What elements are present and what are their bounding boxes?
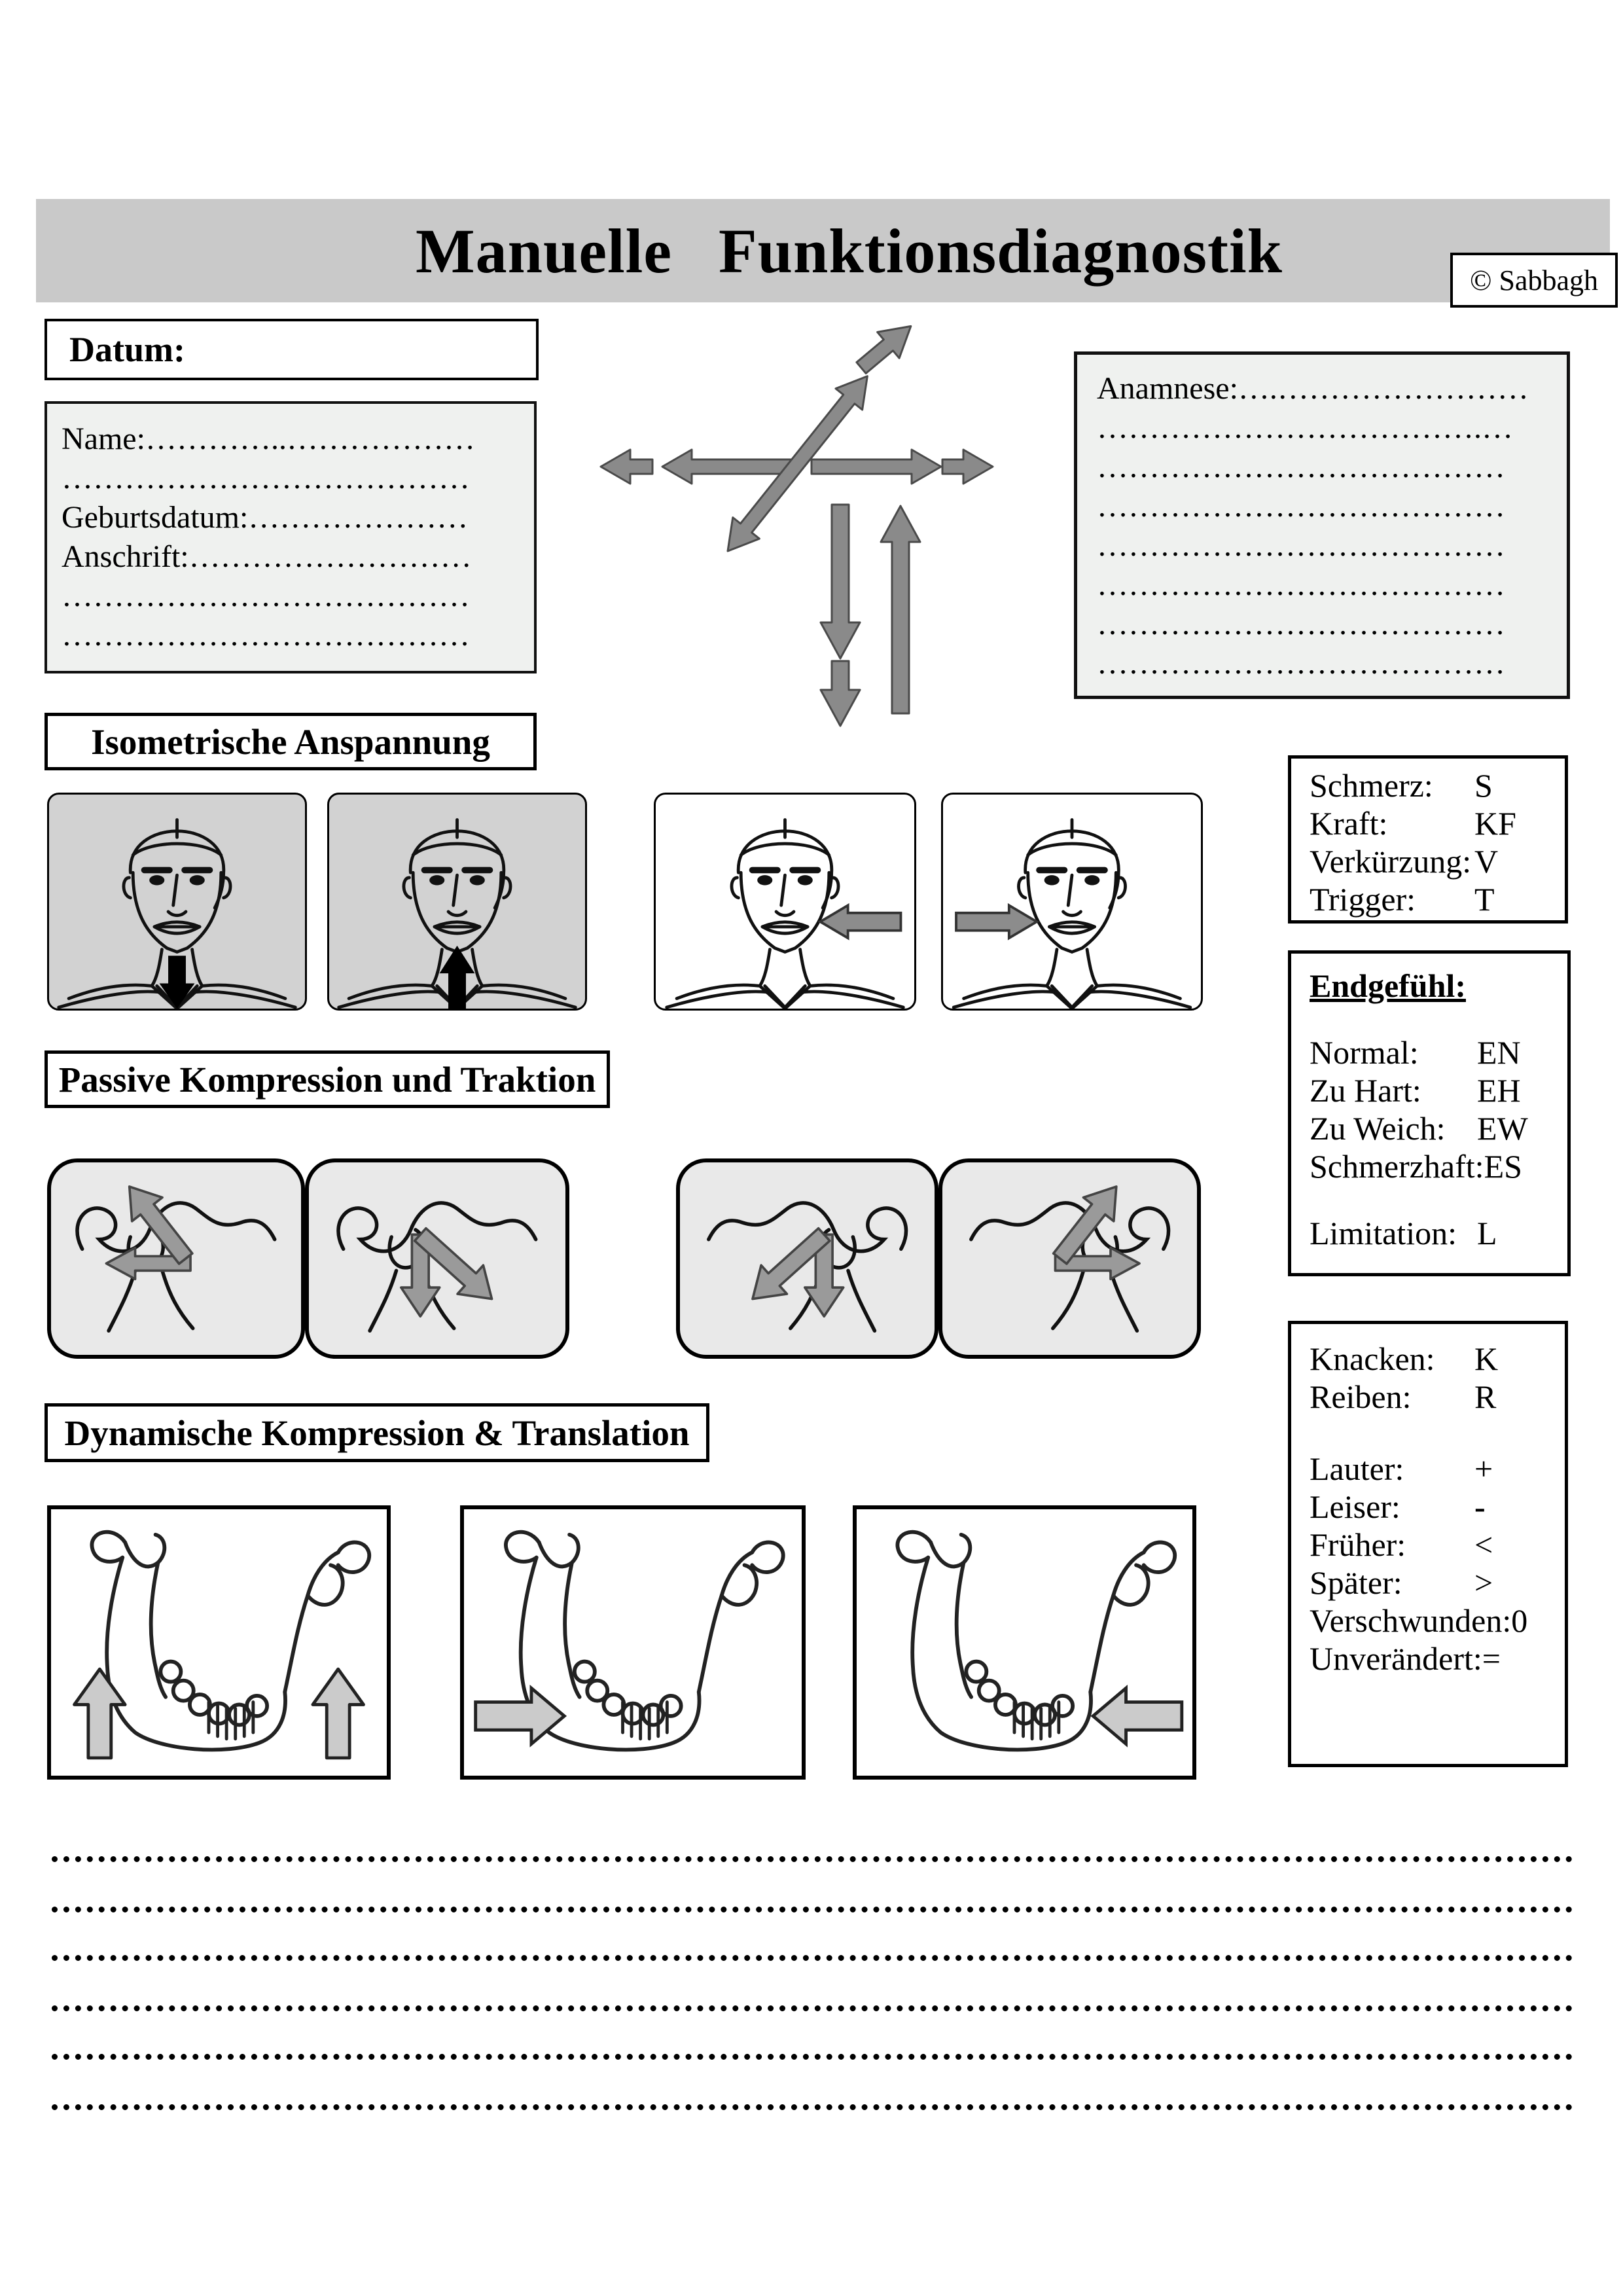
face-panel-press-down	[47, 793, 307, 1011]
legend-row	[1310, 1378, 1546, 1416]
legend-row	[1310, 804, 1546, 842]
legend-row	[1310, 1033, 1549, 1071]
arrow-far-right-icon	[942, 450, 993, 484]
tmj-panel-traction-right	[47, 1158, 305, 1359]
legend-label: Unverändert:	[1310, 1640, 1482, 1677]
legend-label: Schmerz:	[1310, 767, 1433, 804]
legend-label: Lauter:	[1310, 1450, 1404, 1487]
legend-row	[1310, 1450, 1546, 1488]
title-bar	[36, 199, 1610, 302]
copyright-text: © Sabbagh	[1470, 264, 1598, 296]
face-frontal-illustration	[656, 795, 914, 1009]
arrow-up-icon	[881, 506, 920, 713]
section-title: Dynamische Kompression & Translation	[64, 1412, 690, 1453]
legend-code: ES	[1484, 1148, 1522, 1185]
notes-line	[52, 1948, 1573, 1961]
legend-row	[1310, 1526, 1546, 1564]
copyright-badge	[1450, 253, 1618, 308]
legend-row	[1310, 1640, 1546, 1677]
face-panel-push-left	[654, 793, 916, 1011]
jaw-arrow-left-icon	[1093, 1688, 1182, 1744]
tmj-panel-compression-right	[305, 1158, 569, 1359]
gray-arrow-right-icon	[956, 905, 1037, 938]
endfeel-title: Endgefühl:	[1310, 967, 1466, 1004]
legend-code: R	[1474, 1378, 1497, 1415]
datum-field-box	[45, 319, 539, 380]
legend-joint-box	[1288, 1321, 1568, 1767]
legend-label: Kraft:	[1310, 805, 1388, 842]
tmj-joint-illustration	[942, 1162, 1197, 1355]
anamnese-line: …………………………………	[1097, 607, 1505, 641]
legend-row	[1310, 1109, 1549, 1147]
arrow-down-long-icon	[821, 505, 860, 658]
legend-label: Verschwunden:	[1310, 1602, 1512, 1639]
name-line: Name:…………..………………	[62, 422, 475, 456]
legend-code: -	[1474, 1488, 1486, 1525]
anamnese-line: …………………………………	[1097, 646, 1505, 681]
arrow-down-short-icon	[821, 661, 860, 726]
mandible-illustration	[51, 1509, 387, 1776]
legend-row	[1310, 766, 1546, 804]
legend-muscle-box	[1288, 755, 1568, 924]
notes-line	[52, 2098, 1573, 2110]
legend-label: Zu Weich:	[1310, 1110, 1446, 1147]
legend-row	[1310, 1602, 1546, 1640]
legend-row	[1310, 1488, 1546, 1526]
legend-label: Trigger:	[1310, 881, 1416, 918]
legend-label: Verkürzung:	[1310, 843, 1472, 880]
legend-label: Normal:	[1310, 1034, 1419, 1071]
legend-code: KF	[1474, 805, 1516, 842]
tmj-joint-illustration	[680, 1162, 935, 1355]
page-title: Manuelle Funktionsdiagnostik	[416, 215, 1283, 286]
jaw-arrow-up-right-icon	[313, 1669, 364, 1758]
section-title: Isometrische Anspannung	[91, 721, 490, 762]
legend-label: Zu Hart:	[1310, 1072, 1421, 1109]
tmj-panel-traction-left	[938, 1158, 1201, 1359]
tmj-joint-illustration	[51, 1162, 301, 1355]
notes-line	[52, 2047, 1573, 2060]
mandible-panel-shift-right	[460, 1505, 806, 1780]
legend-row	[1310, 880, 1546, 918]
tmj-panel-compression-left	[676, 1158, 938, 1359]
patient-data-box	[45, 401, 537, 673]
jaw-movement-arrows-diagram	[576, 308, 1008, 740]
legend-code: V	[1474, 843, 1499, 880]
legend-code: L	[1477, 1215, 1497, 1251]
mandible-panel-shift-left	[853, 1505, 1196, 1780]
anamnese-line: …………………………………	[1097, 450, 1505, 484]
anschrift-filler-line-1: …………………………………	[62, 579, 470, 613]
legend-label: Schmerzhaft:	[1310, 1148, 1484, 1185]
spacer	[1310, 1185, 1549, 1214]
anamnese-box	[1074, 351, 1570, 699]
anamnese-line: …………………………………	[1097, 567, 1505, 602]
legend-code: EW	[1477, 1110, 1528, 1147]
legend-code: S	[1474, 767, 1493, 804]
section-header-isometric	[45, 713, 537, 770]
legend-code: EH	[1477, 1072, 1521, 1109]
legend-row	[1310, 1340, 1546, 1378]
black-arrow-down-icon	[160, 956, 195, 1009]
legend-label: Reiben:	[1310, 1378, 1412, 1415]
legend-code: <	[1474, 1526, 1493, 1563]
legend-label: Limitation:	[1310, 1215, 1457, 1251]
face-frontal-illustration	[329, 795, 585, 1009]
legend-row	[1310, 1564, 1546, 1602]
mandible-panel-lift-up	[47, 1505, 391, 1780]
notes-line	[52, 1999, 1573, 2011]
face-panel-push-right	[941, 793, 1203, 1011]
geburtsdatum-line: Geburtsdatum:…………………	[62, 500, 469, 535]
anschrift-line: Anschrift:………………………	[62, 539, 472, 574]
legend-label: Leiser:	[1310, 1488, 1400, 1525]
face-frontal-illustration	[49, 795, 305, 1009]
legend-code: =	[1482, 1640, 1501, 1677]
anamnese-line: …………………………………	[1097, 528, 1505, 563]
spacer	[1310, 1416, 1546, 1450]
legend-row	[1310, 1147, 1549, 1185]
face-panel-press-up	[327, 793, 587, 1011]
legend-endfeel-box	[1288, 950, 1571, 1276]
arrow-diagonal-short-icon	[850, 313, 921, 380]
arrow-far-left-icon	[601, 450, 652, 484]
anamnese-label-line: Anamnese:….……………………	[1097, 371, 1529, 406]
legend-row	[1310, 842, 1546, 880]
legend-row	[1310, 1214, 1549, 1252]
datum-label: Datum:	[69, 330, 185, 369]
notes-line	[52, 1850, 1573, 1862]
section-header-passive	[45, 1050, 610, 1108]
legend-row	[1310, 1071, 1549, 1109]
legend-code: T	[1474, 881, 1495, 918]
legend-label: Später:	[1310, 1564, 1402, 1601]
mandible-illustration	[857, 1509, 1192, 1776]
legend-code: EN	[1477, 1034, 1521, 1071]
legend-label: Knacken:	[1310, 1340, 1435, 1377]
arrow-right-icon	[812, 450, 941, 484]
anschrift-filler-line-2: …………………………………	[62, 618, 470, 653]
legend-code: +	[1474, 1450, 1493, 1487]
tmj-joint-illustration	[309, 1162, 565, 1355]
mandible-illustration	[464, 1509, 802, 1776]
arrow-left-icon	[662, 450, 794, 484]
gray-arrow-left-icon	[820, 905, 901, 938]
legend-code: K	[1474, 1340, 1499, 1377]
legend-label: Früher:	[1310, 1526, 1406, 1563]
section-header-dynamic	[45, 1403, 709, 1462]
anamnese-line: …………………………………	[1097, 489, 1505, 524]
legend-code: >	[1474, 1564, 1493, 1601]
notes-line	[52, 1900, 1573, 1912]
legend-code: 0	[1511, 1602, 1528, 1639]
section-title: Passive Kompression und Traktion	[58, 1059, 596, 1100]
anamnese-line: ……………………………….…	[1097, 410, 1513, 445]
face-frontal-illustration	[943, 795, 1201, 1009]
name-filler-line: …………………………………	[62, 461, 470, 495]
